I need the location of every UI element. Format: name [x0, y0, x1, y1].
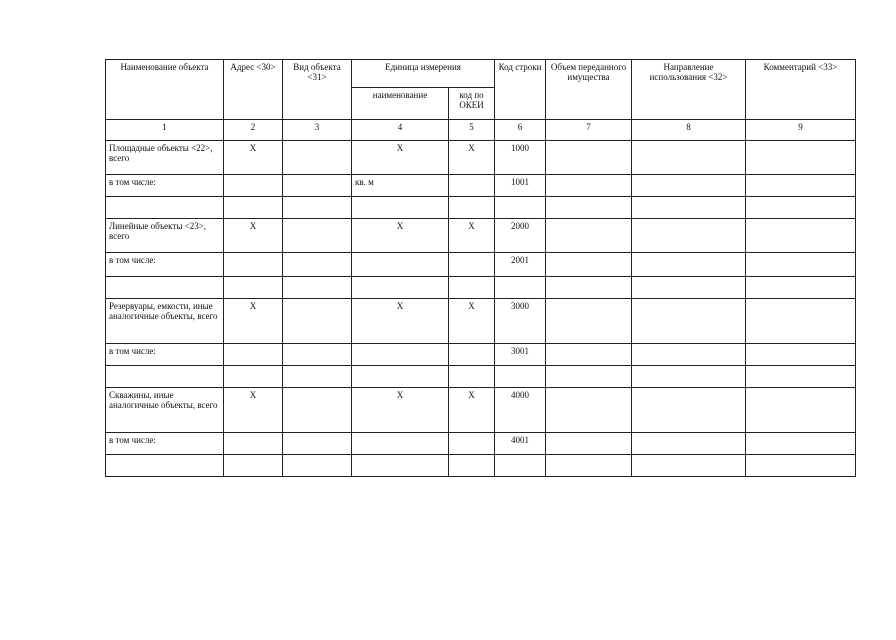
- row-name: [106, 277, 224, 299]
- header-unit-okei: код по ОКЕИ: [449, 88, 495, 120]
- col-number: 6: [495, 120, 546, 141]
- row-unit-name: Х: [352, 388, 449, 433]
- row-code: 2001: [495, 253, 546, 277]
- row-name: в том числе:: [106, 175, 224, 197]
- row-volume: [546, 299, 632, 344]
- row-code: 1000: [495, 141, 546, 175]
- table-row: [106, 253, 856, 277]
- header-object-type: Вид объекта <31>: [283, 60, 352, 120]
- row-type: [283, 344, 352, 366]
- header-comment: Комментарий <33>: [746, 60, 856, 120]
- col-number: 7: [546, 120, 632, 141]
- row-volume: [546, 388, 632, 433]
- row-direction: [632, 299, 746, 344]
- row-volume: [546, 344, 632, 366]
- row-direction: [632, 219, 746, 253]
- row-name: в том числе:: [106, 253, 224, 277]
- row-volume: [546, 455, 632, 477]
- row-address: Х: [224, 219, 283, 253]
- row-unit-name: Х: [352, 299, 449, 344]
- row-code: 4000: [495, 388, 546, 433]
- row-code: 2000: [495, 219, 546, 253]
- row-direction: [632, 197, 746, 219]
- row-code: 4001: [495, 433, 546, 455]
- row-code: 1001: [495, 175, 546, 197]
- row-okei: Х: [449, 141, 495, 175]
- row-name: [106, 366, 224, 388]
- row-comment: [746, 433, 856, 455]
- row-name: Площадные объекты <22>, всего: [106, 141, 224, 175]
- row-direction: [632, 366, 746, 388]
- row-name: [106, 455, 224, 477]
- row-direction: [632, 175, 746, 197]
- col-number: 8: [632, 120, 746, 141]
- row-type: [283, 277, 352, 299]
- row-type: [283, 175, 352, 197]
- row-comment: [746, 175, 856, 197]
- row-okei: [449, 253, 495, 277]
- row-okei: [449, 175, 495, 197]
- row-address: Х: [224, 299, 283, 344]
- row-type: [283, 141, 352, 175]
- table-row: [106, 388, 856, 433]
- row-unit-name: [352, 253, 449, 277]
- col-number: 1: [106, 120, 224, 141]
- row-type: [283, 197, 352, 219]
- row-unit-name: [352, 197, 449, 219]
- row-comment: [746, 141, 856, 175]
- header-address: Адрес <30>: [224, 60, 283, 120]
- objects-table: [105, 59, 856, 477]
- row-type: [283, 253, 352, 277]
- table-row: [106, 299, 856, 344]
- row-okei: Х: [449, 388, 495, 433]
- row-okei: Х: [449, 299, 495, 344]
- row-direction: [632, 344, 746, 366]
- table-row: [106, 277, 856, 299]
- row-volume: [546, 277, 632, 299]
- row-address: Х: [224, 141, 283, 175]
- row-code: 3001: [495, 344, 546, 366]
- row-okei: [449, 277, 495, 299]
- row-volume: [546, 366, 632, 388]
- row-type: [283, 455, 352, 477]
- row-code: [495, 197, 546, 219]
- row-name: Скважины, иные аналогичные объекты, всего: [106, 388, 224, 433]
- row-okei: Х: [449, 219, 495, 253]
- row-comment: [746, 197, 856, 219]
- row-address: [224, 197, 283, 219]
- row-address: [224, 344, 283, 366]
- row-code: [495, 455, 546, 477]
- row-type: [283, 299, 352, 344]
- table-row: [106, 366, 856, 388]
- header-volume: Объем переданного имущества: [546, 60, 632, 120]
- row-direction: [632, 433, 746, 455]
- row-name: в том числе:: [106, 433, 224, 455]
- row-address: [224, 277, 283, 299]
- row-code: 3000: [495, 299, 546, 344]
- header-name: Наименование объекта: [106, 60, 224, 120]
- row-address: [224, 433, 283, 455]
- row-type: [283, 366, 352, 388]
- table-row: [106, 197, 856, 219]
- row-name: [106, 197, 224, 219]
- col-number: 5: [449, 120, 495, 141]
- row-type: [283, 219, 352, 253]
- row-address: Х: [224, 388, 283, 433]
- row-volume: [546, 433, 632, 455]
- row-comment: [746, 344, 856, 366]
- row-comment: [746, 299, 856, 344]
- row-unit-name: [352, 277, 449, 299]
- row-direction: [632, 253, 746, 277]
- column-numbers-row: [106, 120, 856, 141]
- row-unit-name: [352, 344, 449, 366]
- row-okei: [449, 366, 495, 388]
- row-unit-name: [352, 366, 449, 388]
- row-comment: [746, 388, 856, 433]
- row-okei: [449, 455, 495, 477]
- row-unit-name: Х: [352, 141, 449, 175]
- table-row: [106, 141, 856, 175]
- row-comment: [746, 253, 856, 277]
- row-unit-name: [352, 433, 449, 455]
- row-direction: [632, 141, 746, 175]
- header-unit-name: наименование: [352, 88, 449, 120]
- row-address: [224, 455, 283, 477]
- row-direction: [632, 455, 746, 477]
- col-number: 9: [746, 120, 856, 141]
- row-volume: [546, 253, 632, 277]
- col-number: 4: [352, 120, 449, 141]
- row-okei: [449, 197, 495, 219]
- row-unit-name: Х: [352, 219, 449, 253]
- row-volume: [546, 175, 632, 197]
- row-direction: [632, 388, 746, 433]
- row-comment: [746, 277, 856, 299]
- row-name: Линейные объекты <23>, всего: [106, 219, 224, 253]
- table-row: [106, 433, 856, 455]
- table-row: [106, 175, 856, 197]
- table-row: [106, 455, 856, 477]
- row-comment: [746, 455, 856, 477]
- table-row: [106, 219, 856, 253]
- table-row: [106, 344, 856, 366]
- row-volume: [546, 141, 632, 175]
- row-okei: [449, 344, 495, 366]
- row-comment: [746, 219, 856, 253]
- row-code: [495, 277, 546, 299]
- header-row-1: [106, 60, 856, 88]
- row-comment: [746, 366, 856, 388]
- row-address: [224, 366, 283, 388]
- row-unit-name: кв. м: [352, 175, 449, 197]
- row-type: [283, 388, 352, 433]
- header-direction: Направление использования <32>: [632, 60, 746, 120]
- col-number: 3: [283, 120, 352, 141]
- header-unit: Единица измерения: [352, 60, 495, 88]
- row-address: [224, 175, 283, 197]
- row-volume: [546, 197, 632, 219]
- row-code: [495, 366, 546, 388]
- row-type: [283, 433, 352, 455]
- row-unit-name: [352, 455, 449, 477]
- row-okei: [449, 433, 495, 455]
- row-name: в том числе:: [106, 344, 224, 366]
- row-direction: [632, 277, 746, 299]
- row-volume: [546, 219, 632, 253]
- header-row-code: Код строки: [495, 60, 546, 120]
- row-name: Резервуары, емкости, иные аналогичные объекты, всего: [106, 299, 224, 344]
- row-address: [224, 253, 283, 277]
- col-number: 2: [224, 120, 283, 141]
